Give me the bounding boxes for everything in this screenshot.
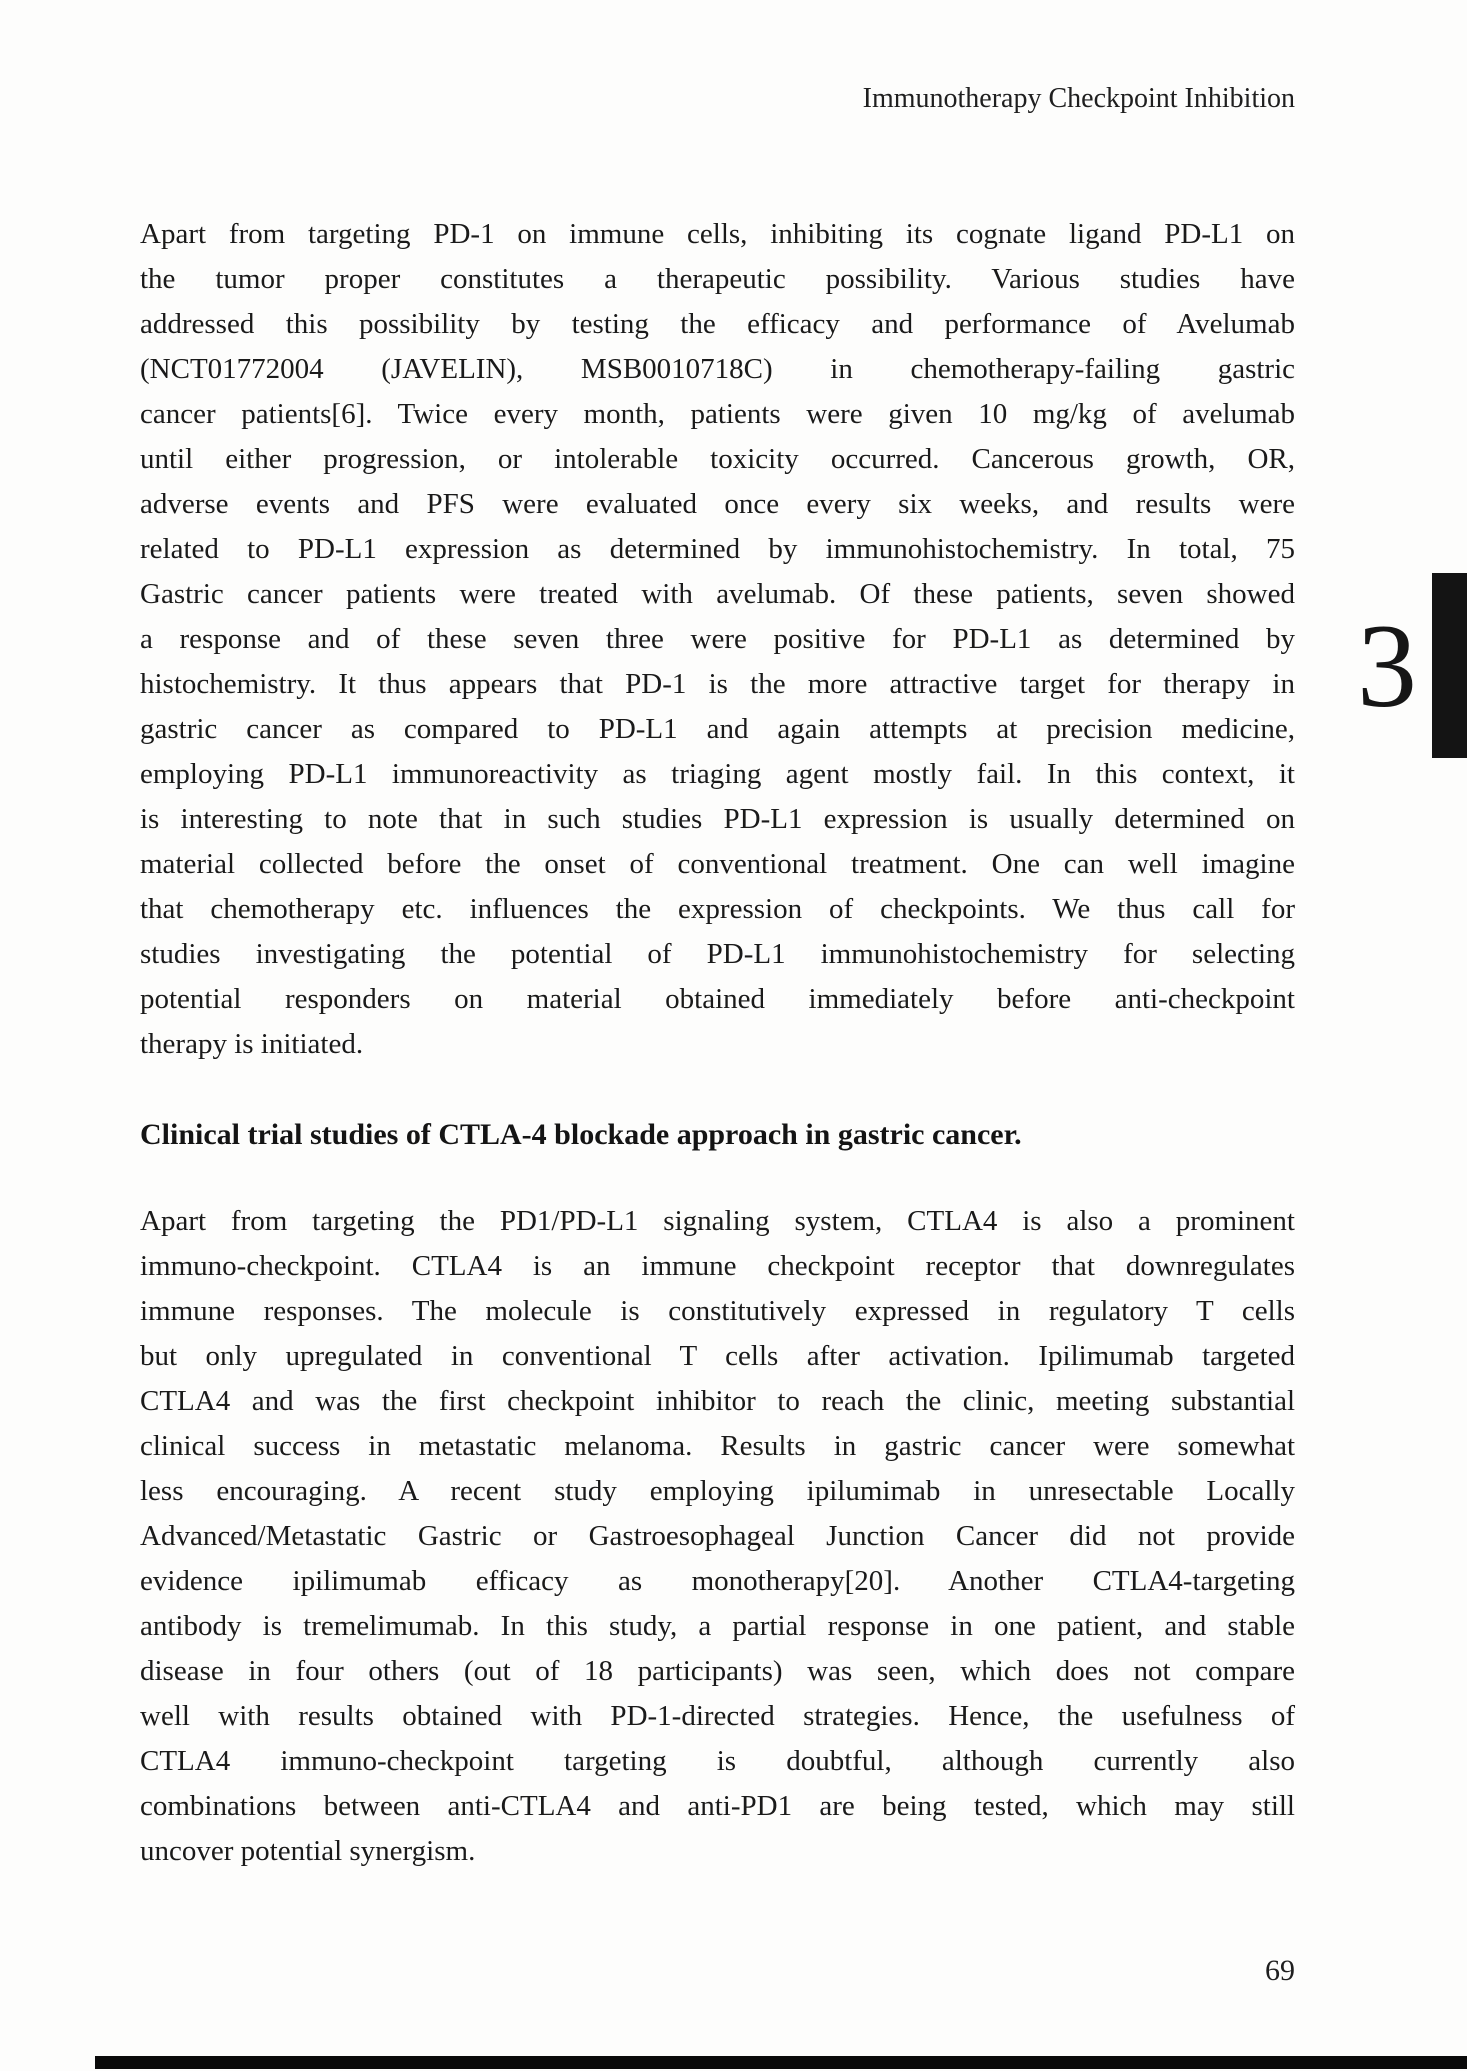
page-number: 69 — [1265, 1954, 1295, 1987]
text-line: immune responses. The molecule is constitutively expressed in regulatory T cells — [140, 1295, 1295, 1327]
text-line: antibody is tremelimumab. In this study, a partial response in one patient, and stable — [140, 1610, 1295, 1642]
text-line: cancer patients[6]. Twice every month, patients were given 10 mg/kg of avelumab — [140, 398, 1295, 430]
text-line: clinical success in metastatic melanoma. Results in gastric cancer were somewhat — [140, 1430, 1295, 1462]
text-line: is interesting to note that in such studies PD-L1 expression is usually determined on — [140, 803, 1295, 835]
paragraph-1 — [140, 212, 1295, 1067]
text-line: that chemotherapy etc. influences the expression of checkpoints. We thus call for — [140, 893, 1295, 925]
text-line: studies investigating the potential of PD-L1 immunohistochemistry for selecting — [140, 938, 1295, 970]
text-line: Apart from targeting the PD1/PD-L1 signaling system, CTLA4 is also a prominent — [140, 1205, 1295, 1237]
text-line: material collected before the onset of conventional treatment. One can well imagine — [140, 848, 1295, 880]
chapter-tab-bar — [1432, 573, 1467, 758]
text-block — [140, 212, 1295, 1874]
text-line: immuno-checkpoint. CTLA4 is an immune checkpoint receptor that downregulates — [140, 1250, 1295, 1282]
text-line: combinations between anti-CTLA4 and anti-PD1 are being tested, which may still — [140, 1790, 1295, 1822]
text-line: (NCT01772004 (JAVELIN), MSB0010718C) in chemotherapy-failing gastric — [140, 353, 1295, 385]
text-line: potential responders on material obtained immediately before anti-checkpoint — [140, 983, 1295, 1015]
text-line: Gastric cancer patients were treated with avelumab. Of these patients, seven showed — [140, 578, 1295, 610]
text-line: the tumor proper constitutes a therapeutic possibility. Various studies have — [140, 263, 1295, 295]
text-line: CTLA4 immuno-checkpoint targeting is doubtful, although currently also — [140, 1745, 1295, 1777]
text-line: Apart from targeting PD-1 on immune cells, inhibiting its cognate ligand PD-L1 on — [140, 218, 1295, 250]
text-line: disease in four others (out of 18 participants) was seen, which does not compare — [140, 1655, 1295, 1687]
text-line: until either progression, or intolerable toxicity occurred. Cancerous growth, OR, — [140, 443, 1295, 475]
paragraph-2 — [140, 1199, 1295, 1874]
text-line: addressed this possibility by testing the efficacy and performance of Avelumab — [140, 308, 1295, 340]
text-line: histochemistry. It thus appears that PD-1 is the more attractive target for therapy in — [140, 668, 1295, 700]
text-line: gastric cancer as compared to PD-L1 and again attempts at precision medicine, — [140, 713, 1295, 745]
text-line: well with results obtained with PD-1-directed strategies. Hence, the usefulness of — [140, 1700, 1295, 1732]
text-line: Advanced/Metastatic Gastric or Gastroesophageal Junction Cancer did not provide — [140, 1520, 1295, 1552]
running-header: Immunotherapy Checkpoint Inhibition — [862, 83, 1295, 114]
text-line: therapy is initiated. — [140, 1028, 364, 1060]
text-line: uncover potential synergism. — [140, 1835, 476, 1867]
text-line: CTLA4 and was the first checkpoint inhibitor to reach the clinic, meeting substantial — [140, 1385, 1295, 1417]
text-line: evidence ipilimumab efficacy as monotherapy[20]. Another CTLA4-targeting — [140, 1565, 1295, 1597]
text-line: employing PD-L1 immunoreactivity as triaging agent mostly fail. In this context, it — [140, 758, 1295, 790]
text-line: related to PD-L1 expression as determined by immunohistochemistry. In total, 75 — [140, 533, 1295, 565]
chapter-number: 3 — [1357, 599, 1417, 732]
section-heading: Clinical trial studies of CTLA-4 blockade approach in gastric cancer. — [140, 1118, 1022, 1151]
text-line: a response and of these seven three were positive for PD-L1 as determined by — [140, 623, 1295, 655]
text-line: adverse events and PFS were evaluated once every six weeks, and results were — [140, 488, 1295, 520]
text-line: less encouraging. A recent study employing ipilumimab in unresectable Locally — [140, 1475, 1295, 1507]
scan-artifact-bar — [95, 2056, 1467, 2069]
text-line: but only upregulated in conventional T cells after activation. Ipilimumab targeted — [140, 1340, 1295, 1372]
